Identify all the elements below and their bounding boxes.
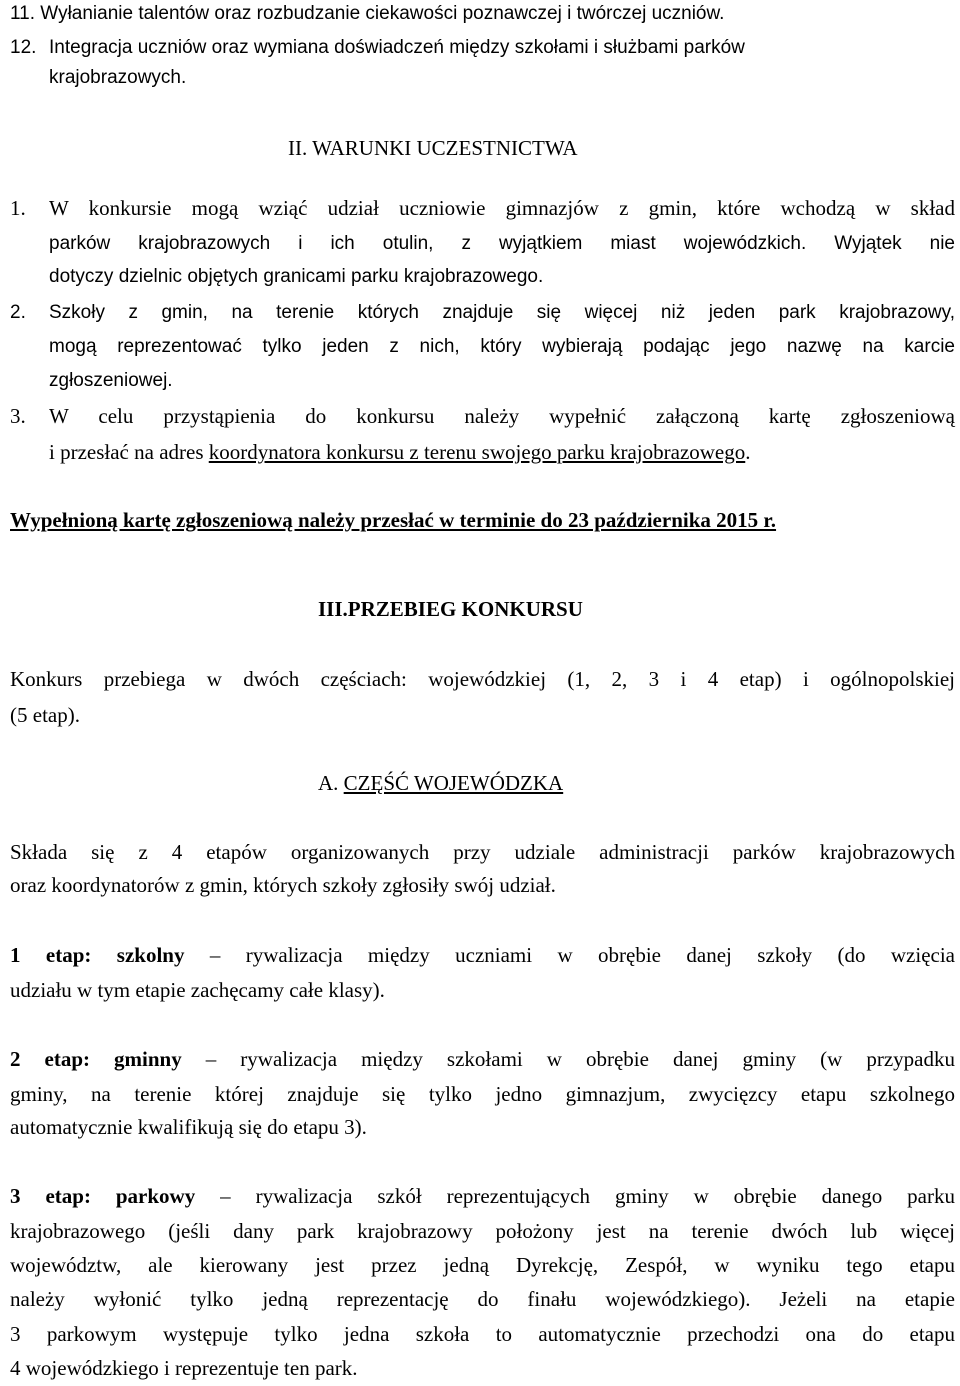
conditions-item1-line2: parków krajobrazowych i ich otulin, z wyjątkiem miast wojewódzkich. Wyjątek nie [49,233,955,254]
section-heading-przebieg [318,597,583,621]
conditions-item3-line2 [49,440,751,464]
conditions-item2-line2: mogą reprezentować tylko jeden z nich, który wybierają podając jego nazwę na karcie [49,336,955,357]
stage3-line6: 4 wojewódzkiego i reprezentuje ten park. [10,1356,358,1380]
objective-12-line1: Integracja uczniów oraz wymiana doświadczeń między szkołami i służbami parków [49,37,745,58]
conditions-item1-line1: W konkursie mogą wziąć udział uczniowie gimnazjów z gmin, które wchodzą w skład [49,196,955,220]
stage1-line2: udziału w tym etapie zachęcamy całe klasy). [10,978,385,1002]
stage3-line5: 3 parkowym występuje tylko jedna szkoła to automatycznie przechodzi ona do etapu [10,1322,955,1346]
stage2-line3: automatycznie kwalifikują się do etapu 3). [10,1115,367,1139]
stage1-line1 [10,943,955,967]
list-number: 2. [10,302,26,323]
contest-intro-line1: Konkurs przebiega w dwóch częściach: wojewódzkiej (1, 2, 3 i 4 etap) i ogólnopolskiej [10,667,955,691]
text-span: . [745,440,751,464]
stage-label: 3 etap: parkowy [10,1184,196,1208]
stage3-line4: należy wyłonić tylko jedną reprezentację do finału wojewódzkiego). Jeżeli na etapie [10,1287,955,1311]
list-text: Wyłanianie talentów oraz rozbudzanie ciekawości poznawczej i twórczej uczniów. [40,3,725,24]
stage-text: – rywalizacja między szkołami w obrębie danej gminy (w przypadku [181,1047,955,1071]
part-a-desc-line2: oraz koordynatorów z gmin, których szkoły zgłosiły swój udział. [10,873,556,897]
conditions-item2-line3: zgłoszeniowej. [49,370,173,391]
list-number: 11. [10,3,36,24]
part-a-desc-line1: Składa się z 4 etapów organizowanych przy udziale administracji parków krajobrazowych [10,840,955,864]
conditions-item3-line1: W celu przystąpienia do konkursu należy wypełnić załączoną kartę zgłoszeniową [49,404,955,428]
objective-11 [10,2,724,26]
stage2-line1 [10,1047,955,1071]
part-a-prefix: A. [318,771,344,795]
section-heading-warunki: II. WARUNKI UCZESTNICTWA [288,136,578,160]
conditions-item2-line1: Szkoły z gmin, na terenie których znajduje się więcej niż jeden park krajobrazowy, [49,302,955,323]
part-a-title: CZĘŚĆ WOJEWÓDZKA [343,771,564,795]
stage-label: 1 etap: szkolny [10,943,185,967]
contest-intro-line2: (5 etap). [10,703,80,727]
list-number: 1. [10,196,26,220]
stage-label: 2 etap: gminny [10,1047,182,1071]
deadline-notice: Wypełnioną kartę zgłoszeniową należy przesłać w terminie do 23 października 2015 r. [10,508,777,532]
stage2-line2: gminy, na terenie której znajduje się tylko jedno gimnazjum, zwycięzcy etapu szkolnego [10,1082,955,1106]
list-number: 12. [10,37,37,58]
stage3-line3: województw, ale kierowany jest przez jedną Dyrekcję, Zespół, w wyniku tego etapu [10,1253,955,1277]
stage3-line1 [10,1184,955,1208]
stage-text: – rywalizacja szkół reprezentujących gminy w obrębie danego parku [195,1184,955,1208]
objective-12-line2: krajobrazowych. [49,67,187,88]
text-span: i przesłać na adres [49,440,209,464]
conditions-item1-line3: dotyczy dzielnic objętych granicami parku krajobrazowego. [49,266,544,287]
part-a-heading [318,771,563,795]
list-number: 3. [10,404,26,428]
stage-text: – rywalizacja między uczniami w obrębie danej szkoły (do wzięcia [184,943,955,967]
stage3-line2: krajobrazowego (jeśli dany park krajobrazowy położony jest na terenie dwóch lub więcej [10,1219,955,1243]
heading-text: III.PRZEBIEG KONKURSU [318,597,583,621]
coordinator-address-reference: koordynatora konkursu z terenu swojego parku krajobrazowego [208,440,746,464]
